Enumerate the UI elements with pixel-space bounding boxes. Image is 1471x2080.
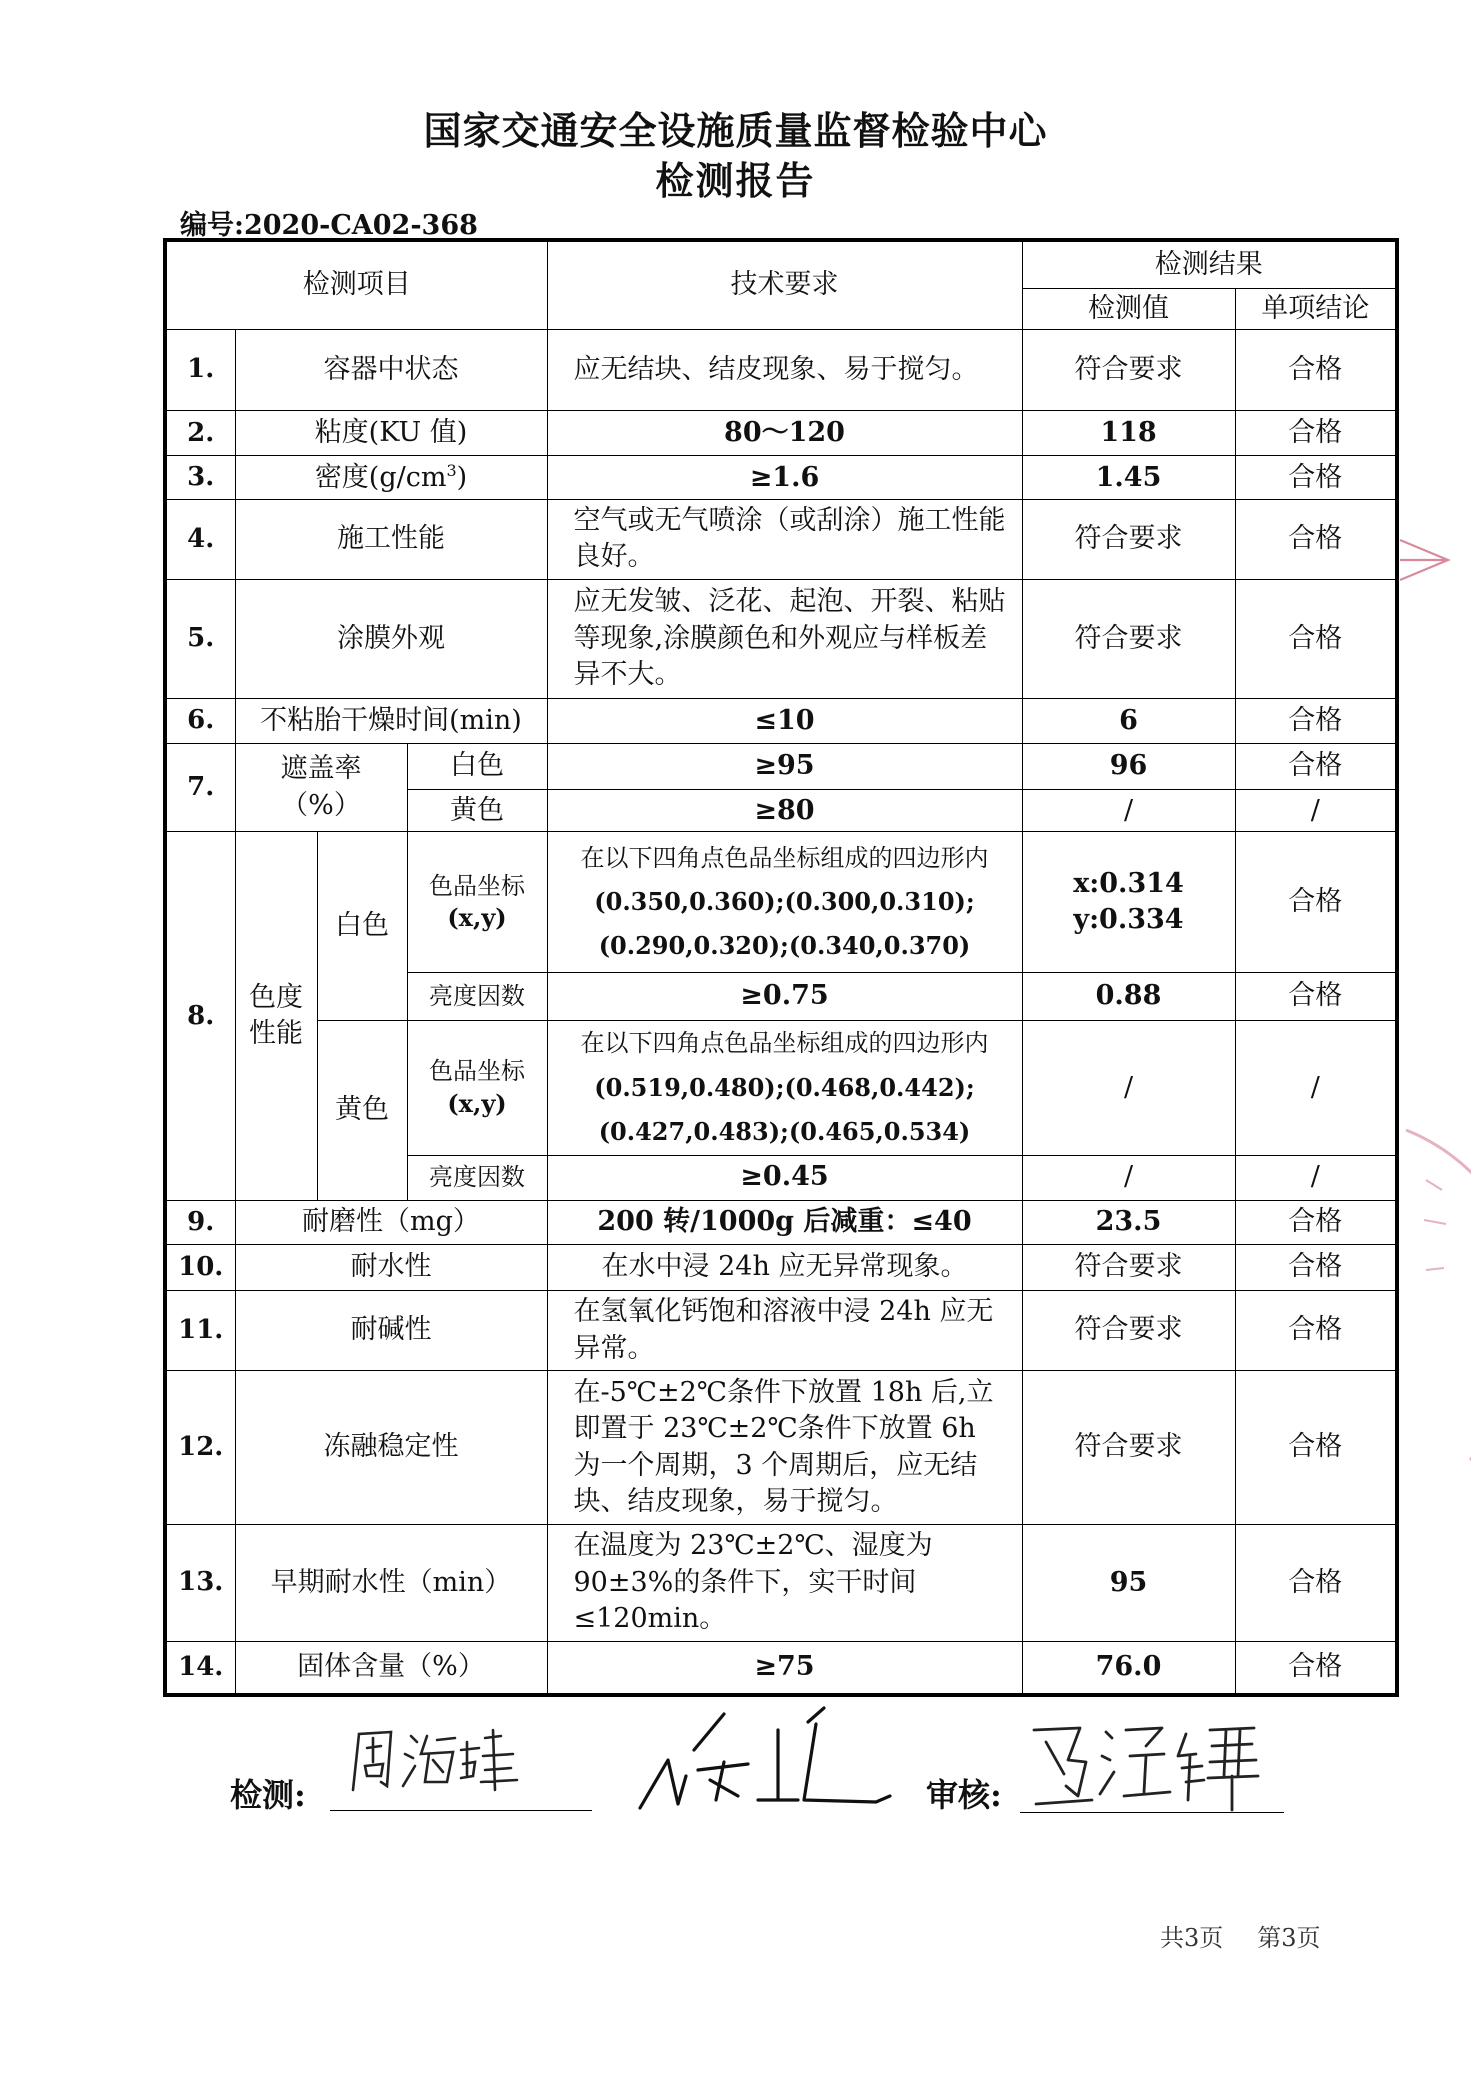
row-conclusion: 合格	[1235, 411, 1397, 456]
table-row	[165, 579, 1397, 698]
row-conclusion: 合格	[1235, 1371, 1397, 1525]
header-value: 检测值	[1022, 288, 1235, 329]
row-conclusion: 合格	[1235, 698, 1397, 743]
row-requirement	[547, 1020, 1022, 1155]
header-conclusion: 单项结论	[1235, 288, 1397, 329]
seal-stamp-icon	[1396, 1120, 1471, 1480]
coord-label: 色品坐标	[429, 1057, 525, 1086]
stamp-arrow-icon	[1396, 530, 1456, 590]
tester-signature	[345, 1720, 525, 1800]
cover-label: 遮盖率	[280, 753, 362, 785]
row-conclusion: /	[1235, 790, 1397, 832]
table-row	[165, 1200, 1397, 1244]
luminance-label: 亮度因数	[407, 972, 547, 1020]
table-header-row	[165, 240, 1397, 288]
value-y: y:0.334	[1073, 904, 1184, 936]
page-indicator	[1160, 1918, 1355, 1953]
color-white: 白色	[407, 744, 547, 790]
row-number: 6.	[165, 698, 235, 743]
row-conclusion: 合格	[1235, 832, 1397, 972]
coord-xy: (x,y)	[447, 903, 507, 933]
row-requirement: ≥0.75	[547, 972, 1022, 1020]
row-number: 3.	[165, 456, 235, 500]
row-requirement: 200 转/1000g 后减重：≤40	[547, 1200, 1022, 1244]
row-item: 粘度(KU 值)	[235, 411, 547, 456]
row-value: 0.88	[1022, 972, 1235, 1020]
req-line: 在以下四角点色品坐标组成的四边形内	[580, 843, 989, 872]
chroma-coord-label	[407, 832, 547, 972]
row-number: 8.	[165, 832, 235, 1200]
tester-signature-line	[330, 1810, 592, 1811]
row-item: 容器中状态	[235, 329, 547, 410]
row-number: 5.	[165, 579, 235, 698]
header-result: 检测结果	[1022, 240, 1397, 288]
req-line: (0.290,0.320);(0.340,0.370)	[598, 931, 971, 961]
density-label-end: )	[456, 461, 468, 493]
table-row	[165, 1642, 1397, 1695]
row-number: 4.	[165, 500, 235, 579]
row-conclusion: 合格	[1235, 579, 1397, 698]
row-item	[235, 744, 407, 832]
row-conclusion: 合格	[1235, 744, 1397, 790]
reviewer-label: 审核:	[926, 1776, 1002, 1814]
chroma-label: 色度	[249, 981, 303, 1013]
table-row	[165, 1020, 1397, 1155]
row-value: 符合要求	[1022, 1291, 1235, 1371]
row-item: 固体含量（%）	[235, 1642, 547, 1695]
row-number: 13.	[165, 1524, 235, 1641]
color-white: 白色	[317, 832, 407, 1021]
header-requirement: 技术要求	[547, 240, 1022, 329]
row-requirement: 在氢氧化钙饱和溶液中浸 24h 应无异常。	[547, 1291, 1022, 1371]
row-value: 95	[1022, 1524, 1235, 1641]
row-requirement: 在温度为 23℃±2℃、湿度为 90±3%的条件下，实干时间≤120min。	[547, 1524, 1022, 1641]
chroma-label-2: 性能	[249, 1018, 303, 1050]
row-conclusion: 合格	[1235, 972, 1397, 1020]
row-requirement: 应无发皱、泛花、起泡、开裂、粘贴等现象,涂膜颜色和外观应与样板差异不大。	[547, 579, 1022, 698]
value-x: x:0.314	[1073, 867, 1184, 899]
row-number: 7.	[165, 744, 235, 832]
report-number: 编号:2020-CA02-368	[180, 210, 478, 241]
row-requirement: 在-5℃±2℃条件下放置 18h 后,立即置于 23℃±2℃条件下放置 6h 为一个周期，3 个周期后，应无结块、结皮现象，易于搅匀。	[547, 1371, 1022, 1525]
density-label: 密度(g/cm	[314, 461, 447, 493]
table-row	[165, 500, 1397, 579]
row-value: 符合要求	[1022, 500, 1235, 579]
row-item: 涂膜外观	[235, 579, 547, 698]
req-line: 在以下四角点色品坐标组成的四边形内	[580, 1029, 989, 1058]
row-conclusion: 合格	[1235, 1524, 1397, 1641]
coord-xy: (x,y)	[447, 1088, 507, 1118]
tester-label: 检测:	[230, 1776, 306, 1814]
row-value: 118	[1022, 411, 1235, 456]
row-conclusion: 合格	[1235, 500, 1397, 579]
table-row	[165, 1244, 1397, 1290]
row-value: 符合要求	[1022, 1371, 1235, 1525]
row-number: 9.	[165, 1200, 235, 1244]
org-title: 国家交通安全设施质量监督检验中心	[423, 108, 1048, 153]
row-conclusion: 合格	[1235, 1642, 1397, 1695]
row-item	[235, 832, 317, 1200]
row-requirement: ≥1.6	[547, 456, 1022, 500]
row-item	[235, 456, 547, 500]
row-item: 耐碱性	[235, 1291, 547, 1371]
luminance-label: 亮度因数	[407, 1155, 547, 1200]
reviewer-signature	[1026, 1716, 1266, 1812]
table-row	[165, 1291, 1397, 1371]
cover-unit: （%）	[281, 789, 361, 821]
row-requirement: ≥95	[547, 744, 1022, 790]
row-value: 符合要求	[1022, 579, 1235, 698]
row-requirement: ≥0.45	[547, 1155, 1022, 1200]
row-conclusion: 合格	[1235, 456, 1397, 500]
row-requirement: 在水中浸 24h 应无异常现象。	[547, 1244, 1022, 1290]
row-value: 23.5	[1022, 1200, 1235, 1244]
row-requirement: 80～120	[547, 411, 1022, 456]
table-row	[165, 329, 1397, 410]
chroma-coord-label	[407, 1020, 547, 1155]
row-requirement: ≤10	[547, 698, 1022, 743]
table-row	[165, 744, 1397, 790]
reviewer-signature-line	[1020, 1812, 1284, 1813]
row-item: 不粘胎干燥时间(min)	[235, 698, 547, 743]
report-title: 检测报告	[655, 158, 816, 203]
table-row	[165, 456, 1397, 500]
row-requirement	[547, 832, 1022, 972]
current-page: 第3页	[1257, 1924, 1321, 1952]
req-line: (0.350,0.360);(0.300,0.310);	[594, 886, 975, 916]
table-row	[165, 698, 1397, 743]
row-value: 符合要求	[1022, 329, 1235, 410]
row-value: 符合要求	[1022, 1244, 1235, 1290]
row-item: 早期耐水性（min）	[235, 1524, 547, 1641]
req-line: (0.427,0.483);(0.465,0.534)	[598, 1116, 971, 1146]
table-row	[165, 1524, 1397, 1641]
row-requirement: ≥75	[547, 1642, 1022, 1695]
row-conclusion: 合格	[1235, 329, 1397, 410]
row-number: 10.	[165, 1244, 235, 1290]
row-value: /	[1022, 790, 1235, 832]
color-yellow: 黄色	[407, 790, 547, 832]
row-number: 1.	[165, 329, 235, 410]
row-requirement: 空气或无气喷涂（或刮涂）施工性能良好。	[547, 500, 1022, 579]
row-item: 施工性能	[235, 500, 547, 579]
row-conclusion: 合格	[1235, 1200, 1397, 1244]
row-value: /	[1022, 1155, 1235, 1200]
row-conclusion: /	[1235, 1155, 1397, 1200]
row-value	[1022, 832, 1235, 972]
row-value: 76.0	[1022, 1642, 1235, 1695]
approver-signature	[628, 1700, 898, 1820]
total-pages: 共3页	[1160, 1924, 1224, 1952]
row-value: 1.45	[1022, 456, 1235, 500]
density-superscript: 3	[446, 460, 457, 480]
row-conclusion: 合格	[1235, 1244, 1397, 1290]
row-requirement: 应无结块、结皮现象、易于搅匀。	[547, 329, 1022, 410]
row-value: 6	[1022, 698, 1235, 743]
row-item: 冻融稳定性	[235, 1371, 547, 1525]
table-row	[165, 411, 1397, 456]
req-line: (0.519,0.480);(0.468,0.442);	[594, 1072, 975, 1102]
row-number: 11.	[165, 1291, 235, 1371]
color-yellow: 黄色	[317, 1020, 407, 1200]
row-requirement: ≥80	[547, 790, 1022, 832]
row-conclusion: 合格	[1235, 1291, 1397, 1371]
row-value: /	[1022, 1020, 1235, 1155]
table-row	[165, 1371, 1397, 1525]
row-value: 96	[1022, 744, 1235, 790]
row-item: 耐水性	[235, 1244, 547, 1290]
row-number: 2.	[165, 411, 235, 456]
row-item: 耐磨性（mg）	[235, 1200, 547, 1244]
header-item: 检测项目	[165, 240, 547, 329]
row-conclusion: /	[1235, 1020, 1397, 1155]
coord-label: 色品坐标	[429, 871, 525, 900]
test-results-table	[163, 238, 1399, 1697]
row-number: 12.	[165, 1371, 235, 1525]
table-row	[165, 832, 1397, 972]
row-number: 14.	[165, 1642, 235, 1695]
